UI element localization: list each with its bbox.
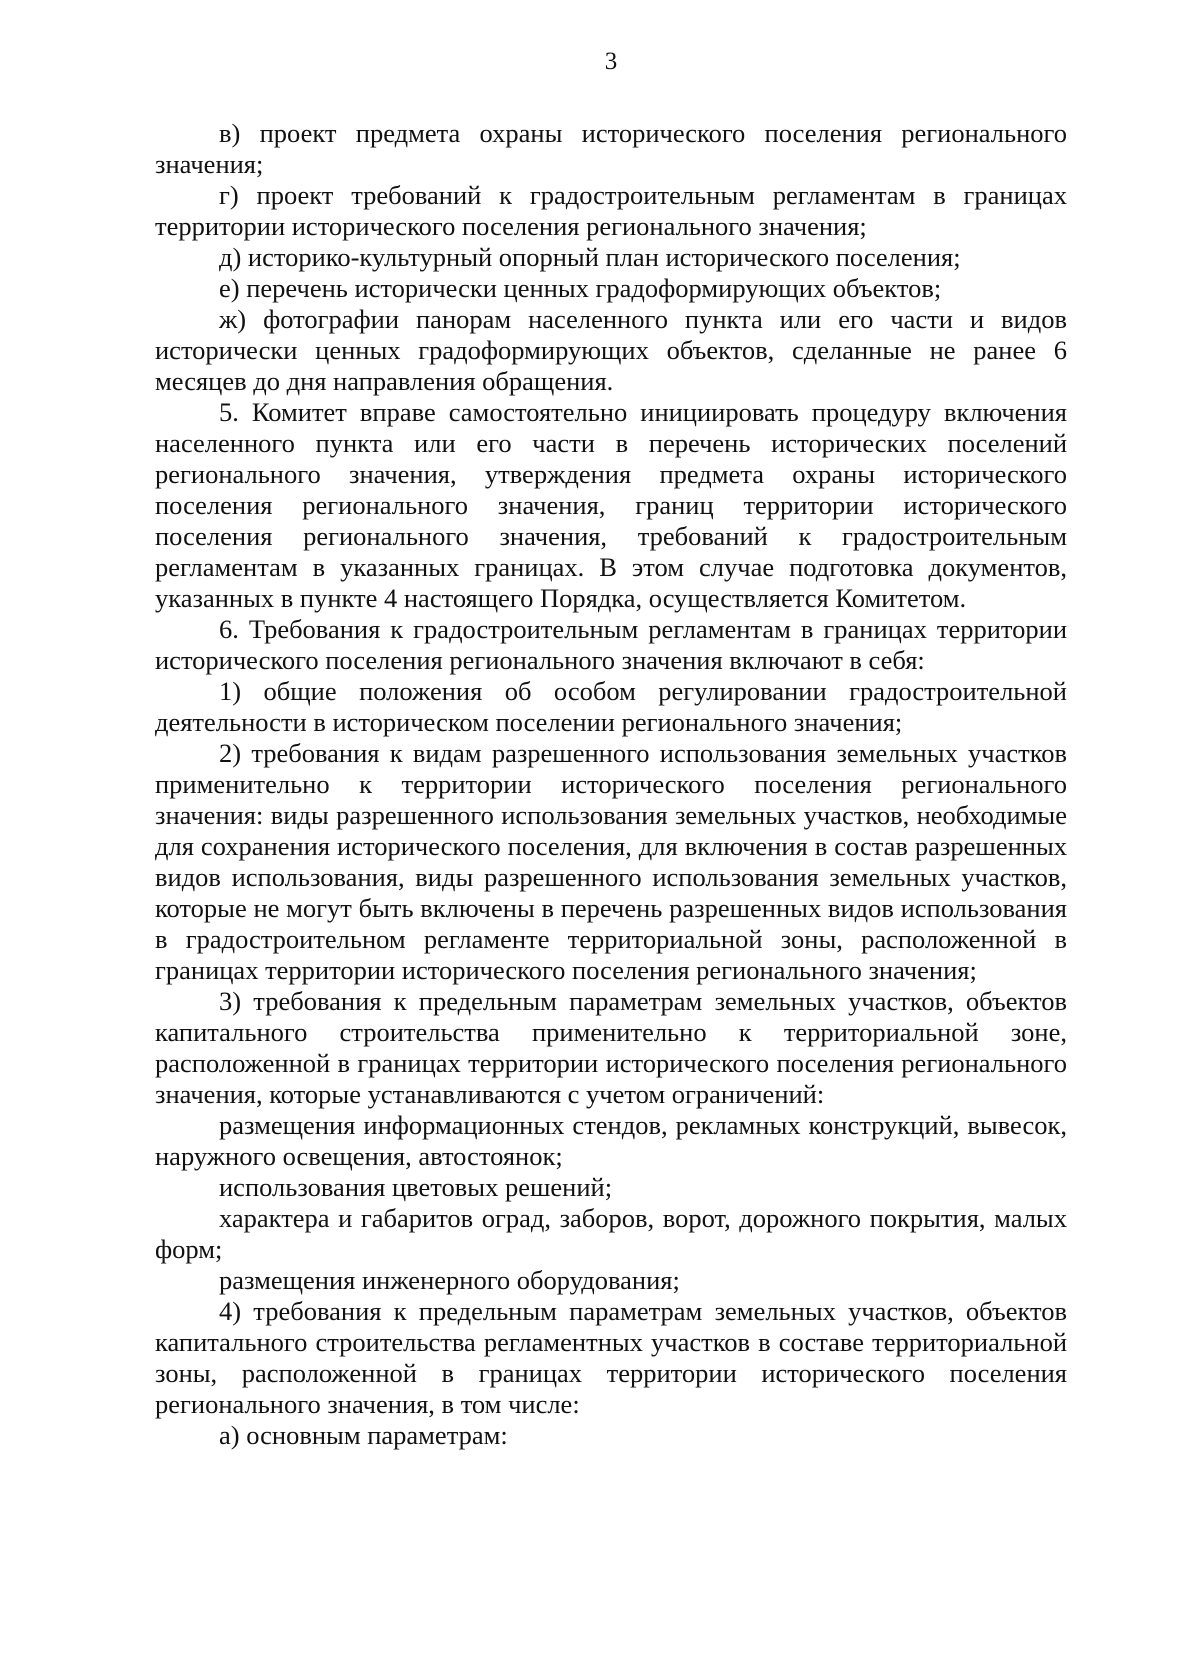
document-page bbox=[155, 0, 1067, 1677]
paragraph-item-zh: ж) фотографии панорам населенного пункта или его части и видов исторически ценных градоформирующих объектов, сделанные не ранее 6 месяцев до дня направления обращения. bbox=[155, 304, 1067, 396]
paragraph-restriction-engineering: размещения инженерного оборудования; bbox=[219, 1265, 680, 1295]
paragraph-subclause-3: 3) требования к предельным параметрам земельных участков, объектов капитального строительства применительно к территориальной зоне, расположенной в границах территории исторического поселения регионального значения, которые устанавливаются с учетом ограничений: bbox=[155, 986, 1067, 1109]
paragraph-subclause-1: 1) общие положения об особом регулировании градостроительной деятельности в историческом поселении регионального значения; bbox=[155, 676, 1067, 737]
paragraph-clause-6: 6. Требования к градостроительным регламентам в границах территории исторического поселения регионального значения включают в себя: bbox=[155, 614, 1067, 675]
paragraph-item-a: а) основным параметрам: bbox=[219, 1420, 508, 1450]
paragraph-restriction-stands: размещения информационных стендов, рекламных конструкций, вывесок, наружного освещения, автостоянок; bbox=[155, 1110, 1067, 1171]
paragraph-clause-5: 5. Комитет вправе самостоятельно инициировать процедуру включения населенного пункта или его части в перечень исторических поселений регионального значения, утверждения предмета охраны исторического поселения регионального значения, границ территории исторического поселения регионального значения, требований к градостроительным регламентам в указанных границах. В этом случае подготовка документов, указанных в пункте 4 настоящего Порядка, осуществляется Комитетом. bbox=[155, 397, 1067, 613]
paragraph-restriction-colors: использования цветовых решений; bbox=[219, 1172, 613, 1202]
paragraph-restriction-fences: характера и габаритов оград, заборов, ворот, дорожного покрытия, малых форм; bbox=[155, 1203, 1067, 1264]
paragraph-item-g: г) проект требований к градостроительным регламентам в границах территории исторического поселения регионального значения; bbox=[155, 180, 1067, 241]
paragraph-item-e: е) перечень исторически ценных градоформирующих объектов; bbox=[219, 273, 942, 303]
paragraph-subclause-4: 4) требования к предельным параметрам земельных участков, объектов капитального строительства регламентных участков в составе территориальной зоны, расположенной в границах территории исторического поселения регионального значения, в том числе: bbox=[155, 1296, 1067, 1419]
page-number: 3 bbox=[604, 48, 618, 75]
document-body bbox=[155, 118, 1067, 1451]
paragraph-subclause-2: 2) требования к видам разрешенного использования земельных участков применительно к территории исторического поселения регионального значения: виды разрешенного использования земельных участков, необходимые для сохранения исторического поселения, для включения в состав разрешенных видов использования, виды разрешенного использования земельных участков, которые не могут быть включены в перечень разрешенных видов использования в градостроительном регламенте территориальной зоны, расположенной в границах территории исторического поселения регионального значения; bbox=[155, 738, 1067, 985]
paragraph-item-d: д) историко-культурный опорный план исторического поселения; bbox=[219, 242, 961, 272]
paragraph-item-v: в) проект предмета охраны исторического поселения регионального значения; bbox=[155, 118, 1067, 179]
